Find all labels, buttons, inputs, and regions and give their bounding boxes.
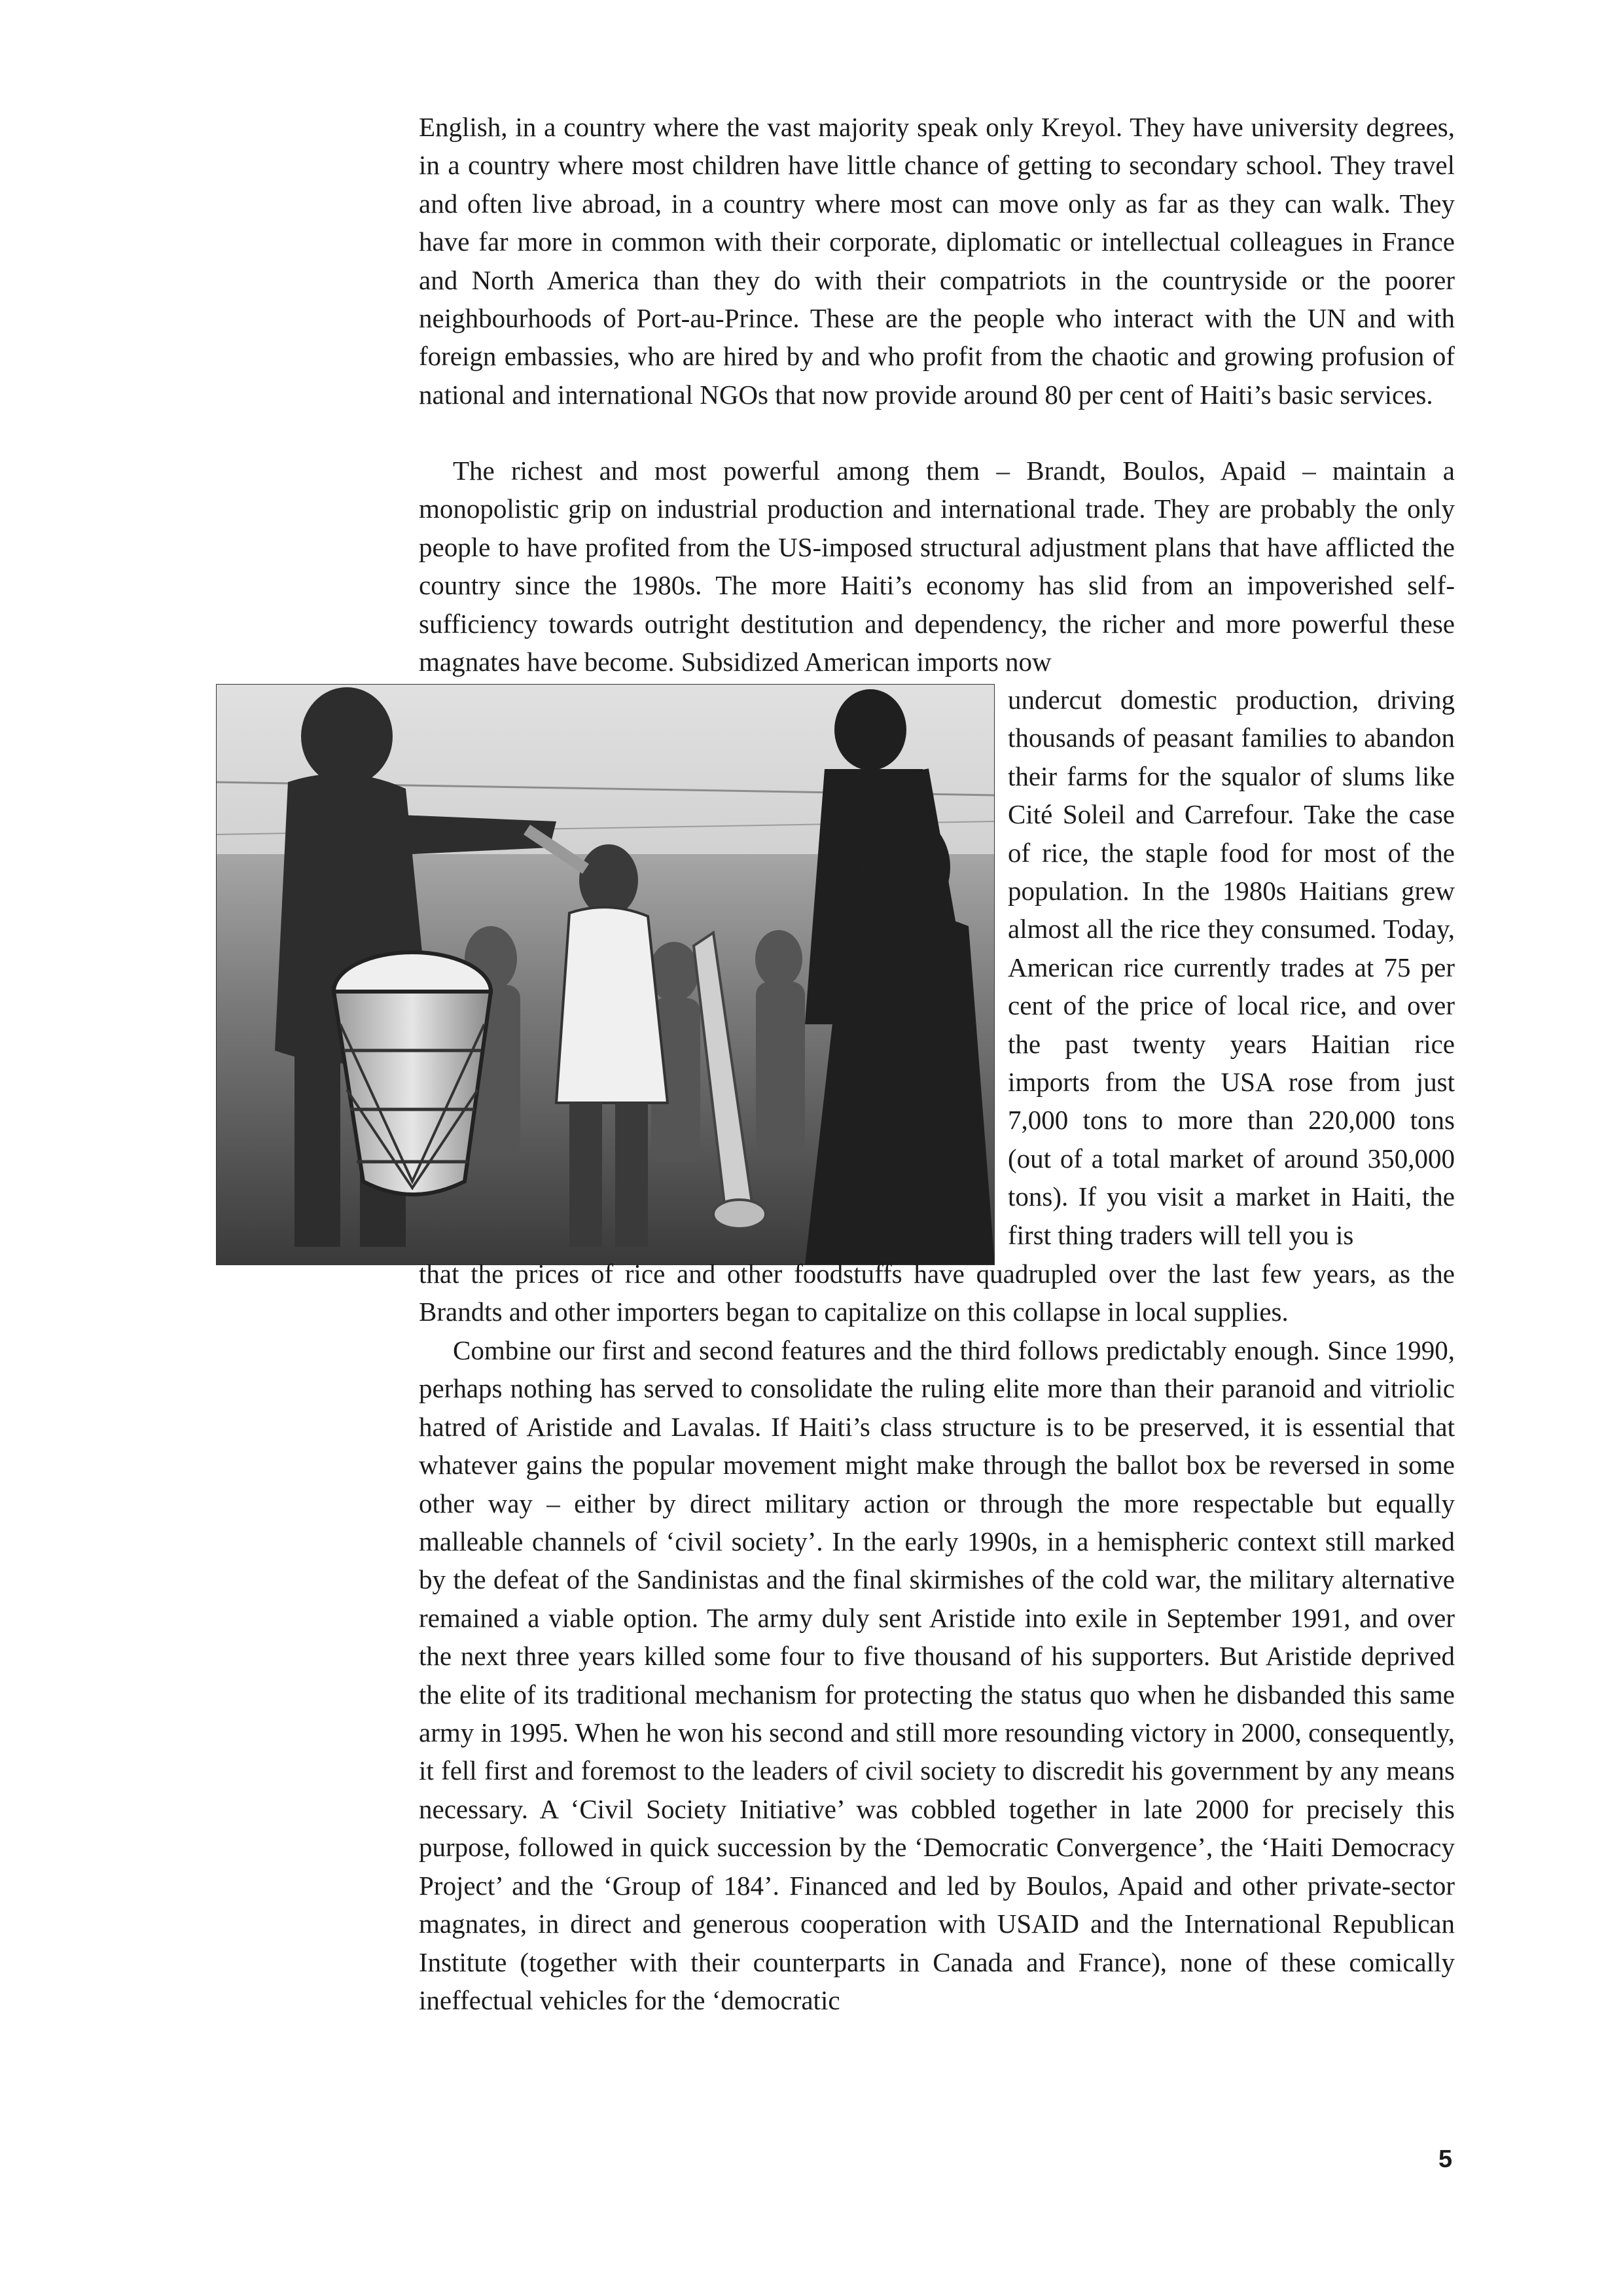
body-paragraph: undercut domestic production, driving thousands of peasant families to abandon their farms for the squalor of slums like Cité Soleil and Carrefour. Take the case of rice, the staple food for most of the population. In the 1980s Haitians grew almost all the rice they consumed. Today, American rice currently trades at 75 per cent of the price of local rice, and over the past twenty years Haitian rice imports from the USA rose from just 7,000 tons to more than 220,000 tons (out of a total market of around 350,000 tons). If you visit a market in Haiti, the first thing traders will tell you is <box>1008 685 1455 1250</box>
page-number: 5 <box>1438 2145 1453 2173</box>
body-paragraph: that the prices of rice and other foodstuffs have quadrupled over the last few years, as the Brandts and other importers began to capitalize on this collapse in local supplies. <box>419 1259 1455 1327</box>
photo-illustration <box>216 684 995 1265</box>
street-procession-photo <box>216 684 995 1265</box>
body-paragraph: English, in a country where the vast majority speak only Kreyol. They have university degrees, in a country where most children have little chance of getting to secondary school. They travel and often live abroad, in a country where most can move only as far as they can walk. They have far more in common with their corporate, diplomatic or intellectual colleagues in France and North America than they do with their compatriots in the countryside or the poorer neighbourhoods of Port-au-Prince. These are the people who interact with the UN and with foreign embassies, who are hired by and who profit from the chaotic and growing profusion of national and international NGOs that now provide around 80 per cent of Haiti’s basic services. <box>419 112 1455 410</box>
body-paragraph: The richest and most powerful among them – Brandt, Boulos, Apaid – maintain a monopolistic grip on industrial production and international trade. They are probably the only people to have profited from the US-imposed structural adjustment plans that have afflicted the country since the 1980s. The more Haiti’s economy has slid from an impoverished self-sufficiency towards outright destitution and dependency, the richer and more powerful these magnates have become. Subsidized American imports now <box>419 456 1455 677</box>
body-paragraph: Combine our first and second features and the third follows predictably enough. Since 1990, perhaps nothing has served to consolidate the ruling elite more than their paranoid and vitriolic hatred of Aristide and Lavalas. If Haiti’s class structure is to be preserved, it is essential that whatever gains the popular movement might make through the ballot box be reversed in some other way – either by direct military action or through the more respectable but equally malleable channels of ‘civil society’. In the early 1990s, in a hemispheric context still marked by the defeat of the Sandinistas and the final skirmishes of the cold war, the military alternative remained a viable option. The army duly sent Aristide into exile in September 1991, and over the next three years killed some four to five thousand of his supporters. But Aristide deprived the elite of its traditional mechanism for protecting the status quo when he disbanded this same army in 1995. When he won his second and still more resounding victory in 2000, consequently, it fell first and foremost to the leaders of civil society to discredit his government by any means necessary. A ‘Civil Society Initiative’ was cobbled together in late 2000 for precisely this purpose, followed in quick succession by the ‘Democratic Convergence’, the ‘Haiti Democracy Project’ and the ‘Group of 184’. Financed and led by Boulos, Apaid and other private-sector magnates, in direct and generous cooperation with USAID and the International Republican Institute (together with their counterparts in Canada and France), none of these comically ineffectual vehicles for the ‘democratic <box>419 1335 1455 2015</box>
